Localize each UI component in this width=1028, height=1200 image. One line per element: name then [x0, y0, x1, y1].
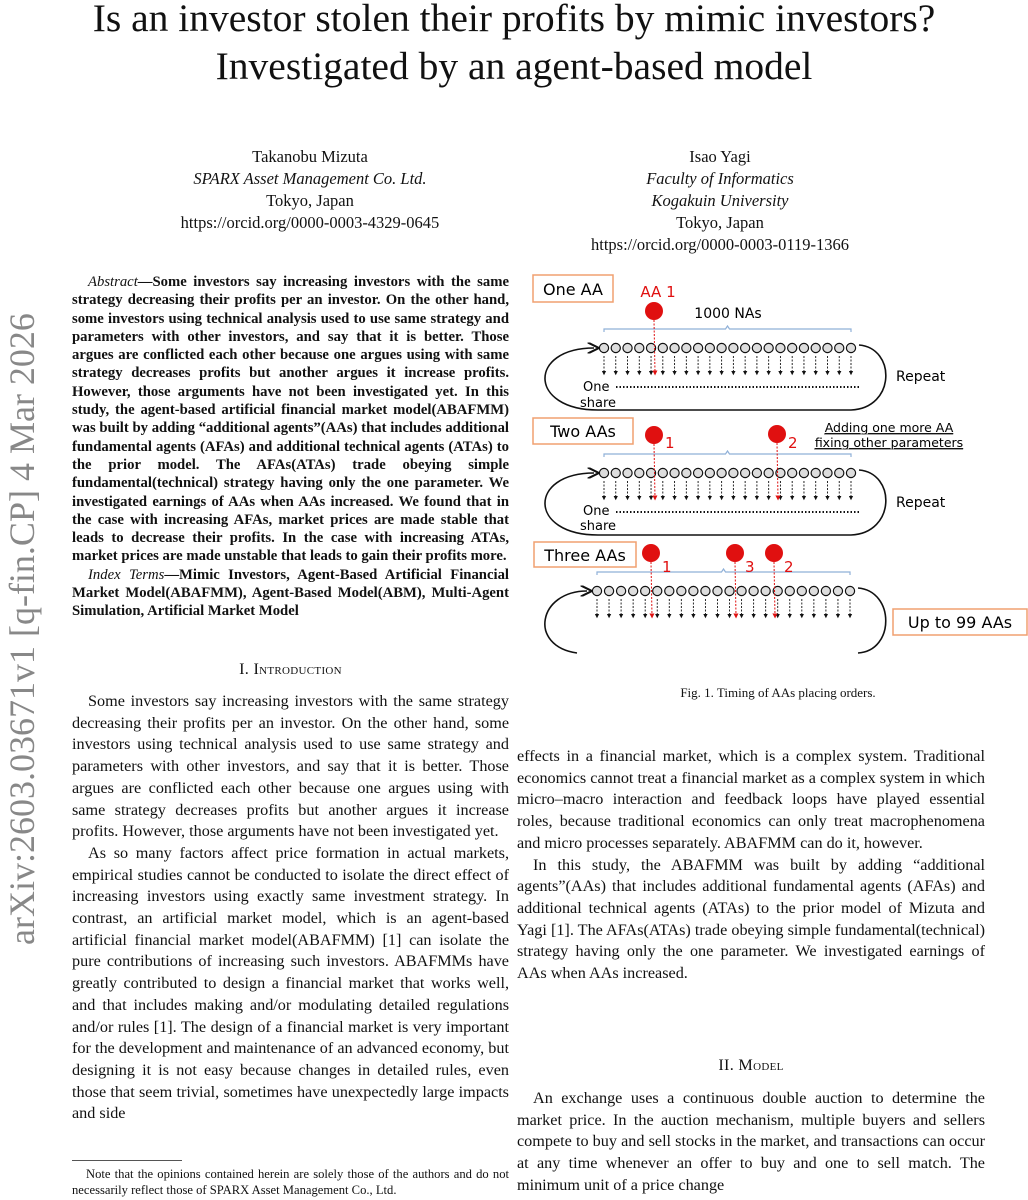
na-agent-circle — [809, 586, 818, 595]
author-location: Tokyo, Japan — [676, 213, 764, 232]
na-agent-circle — [665, 586, 674, 595]
label-repeat-2: Repeat — [896, 495, 946, 511]
label-two-aas: Two AAs — [550, 422, 616, 441]
na-agent-circle — [752, 468, 761, 477]
author-name: Takanobu Mizuta — [252, 147, 368, 166]
author-affiliation-2: Kogakuin University — [651, 191, 789, 210]
aa-order-arrow — [651, 562, 652, 616]
na-agent-circle — [616, 586, 625, 595]
brace — [604, 451, 851, 457]
label-n2-3: 2 — [784, 558, 794, 576]
na-agent-circle — [682, 343, 691, 352]
section-heading-model: II. Model — [718, 1056, 784, 1074]
paper-title: Is an investor stolen their profits by mimic investors? Investigated by an agent-based model — [92, 0, 936, 88]
na-agent-circle — [823, 343, 832, 352]
na-agent-circle — [749, 586, 758, 595]
na-agent-circle — [604, 586, 613, 595]
na-agent-circle — [705, 343, 714, 352]
na-agent-circle — [776, 343, 785, 352]
na-agent-circle — [741, 343, 750, 352]
na-agent-circle — [705, 468, 714, 477]
na-agent-circle — [725, 586, 734, 595]
na-agent-circle — [713, 586, 722, 595]
na-agent-circle — [635, 343, 644, 352]
na-agent-circle — [741, 468, 750, 477]
abstract-text: —Some investors say increasing investors with the same strategy decreasing their profits per an investor. On the other hand, some investors using technical analysis used to use same strategy and parameters with other investors, and say that it is better. Those argues are conflicted each other because one argues using with same strategy decreases profits but another argues it increase profits. However, those arguments have not been investigated yet. In this study, the agent-based artificial financial market model(ABAFMM) was built by adding “additional agents”(AAs) that includes additional fundamental agents (AFAs) and additional technical agents (ATAs) to the prior model. The AFAs(ATAs) trade obeying simple fundamental(technical) strategy having only the one parameter. We investigated earnings of AAs when AAs increased. We found that in the case with increasing AFAs, market prices are made stable that leads to decrease their profits. In the case with increasing ATAs, market prices are made unstable that leads to gain their profits more. — [72, 274, 509, 565]
na-agent-circle — [717, 343, 726, 352]
na-agent-circle — [799, 468, 808, 477]
figure-1 — [528, 270, 1028, 680]
author-name: Isao Yagi — [689, 147, 751, 166]
label-adding-1: Adding one more AA — [824, 420, 954, 435]
author-location: Tokyo, Japan — [266, 191, 354, 210]
na-agent-circle — [799, 343, 808, 352]
label-adding-2: fixing other parameters — [814, 435, 964, 450]
label-share-2: share — [580, 519, 617, 534]
author-block-1 — [160, 146, 460, 234]
figure-caption: Fig. 1. Timing of AAs placing orders. — [680, 685, 876, 700]
na-agent-circle — [764, 343, 773, 352]
na-agent-circle — [788, 468, 797, 477]
label-n3-3: 3 — [745, 558, 755, 576]
paragraph: An exchange uses a continuous double auction to determine the market price. In the auction mechanism, multiple buyers and sellers compete to buy and sell stocks in the market, and transactions can occur at any time whenever an offer to buy and one to sell match. The minimum unit of a price change — [517, 1089, 985, 1194]
section-heading-introduction: I. Introduction — [239, 660, 342, 678]
na-agent-circle — [701, 586, 710, 595]
na-agent-circle — [629, 586, 638, 595]
na-agent-circle — [761, 586, 770, 595]
na-agent-circle — [785, 586, 794, 595]
paragraph: Some investors say increasing investors with the same strategy decreasing their profits per an investor. On the other hand, some investors using technical analysis used to use same strategy and parameters with other investors, and say that it is better. Those argues are conflicted each other because one argues using with same strategy decreases profits but another argues it increase profits. However, those arguments have not been investigated yet. — [72, 692, 509, 841]
na-agent-circle — [599, 468, 608, 477]
na-agent-circle — [845, 586, 854, 595]
paragraph: In this study, the ABAFMM was built by adding “additional agents”(AAs) that includes additional fundamental agents (AFAs) and additional technical agents (ATAs) to the prior model of Mizuta and Yagi [1]. The AFAs(ATAs) trade obeying simple fundamental(technical) strategy having only the one parameter. We investigated earnings of AAs when AAs increased. — [517, 855, 985, 983]
na-agent-circle — [788, 343, 797, 352]
author-orcid[interactable]: https://orcid.org/0000-0003-4329-0645 — [180, 213, 440, 232]
na-agent-circle — [689, 586, 698, 595]
label-aa1: AA 1 — [640, 283, 676, 301]
na-agent-circle — [693, 468, 702, 477]
abstract — [72, 273, 509, 621]
na-agent-circle — [635, 468, 644, 477]
author-affiliation: SPARX Asset Management Co. Ltd. — [193, 169, 427, 188]
brace — [604, 326, 851, 332]
na-agent-circle — [611, 468, 620, 477]
paragraph-continuation: effects in a financial market, which is a complex system. Traditional economics cannot treat a financial market as a complex system in which micro–macro interaction and feedback loops have played essential roles, because traditional economics can only treat macrophenomena and micro processes separately. ABAFMM can do it, however. — [517, 747, 985, 852]
index-terms-text: —Mimic Investors, Agent-Based Artificial Financial Market Model(ABAFMM), Agent-Based Model(ABM), Multi-Agent Simulation, Artificial Market Model — [72, 566, 509, 620]
na-agent-circle — [670, 343, 679, 352]
na-agent-circle — [764, 468, 773, 477]
na-agent-circle — [821, 586, 830, 595]
model-body — [517, 1088, 985, 1197]
na-agent-circle — [717, 468, 726, 477]
na-agent-circle — [833, 586, 842, 595]
author-block-2 — [570, 146, 870, 256]
paragraph: As so many factors affect price formation in actual markets, empirical studies cannot be conducted to isolate the direct effect of increasing investors using exactly same investment strategy. In contrast, an artificial market model, which is an agent-based artificial financial market model(ABAFMM) [1] can isolate the pure contributions of increasing such investors. ABAFMMs have greatly contributed to design a financial market that works well, and that includes making and/or modulating detailed regulations and/or rules [1]. The design of a financial market is very important for the development and maintenance of an advanced economy, but designing it is not easy because changes in detailed rules, even those that seem trivial, sometimes have unexpectedly large impacts and side — [72, 843, 509, 1123]
na-agent-circle — [823, 468, 832, 477]
aa-order-arrow — [735, 562, 736, 616]
footnote-text: Note that the opinions contained herein are solely those of the authors and do not necessarily reflect those of SPARX Asset Management Co., Ltd. — [72, 1167, 509, 1197]
label-one-2: One — [583, 504, 610, 519]
na-agent-circle — [658, 468, 667, 477]
na-agent-circle — [653, 586, 662, 595]
aa-agent-circle — [765, 544, 783, 562]
na-agent-circle — [811, 343, 820, 352]
arxiv-side-label: arXiv:2603.03671v1 [q-fin.CP] 4 Mar 2026 — [2, 313, 42, 945]
na-agent-circle — [623, 468, 632, 477]
footnote-rule — [72, 1160, 182, 1161]
na-agent-circle — [658, 343, 667, 352]
na-agent-circle — [811, 468, 820, 477]
na-agent-circle — [729, 343, 738, 352]
label-repeat: Repeat — [896, 369, 946, 385]
footnote — [72, 1166, 509, 1198]
aa-agent-circle — [768, 425, 786, 443]
aa-agent-circle — [642, 544, 660, 562]
label-one: One — [583, 380, 610, 395]
na-agent-circle — [670, 468, 679, 477]
label-share: share — [580, 396, 617, 411]
na-agent-circle — [752, 343, 761, 352]
aa-agent-circle — [645, 426, 663, 444]
aa-agent-circle — [645, 302, 663, 320]
introduction-body — [72, 691, 509, 1125]
na-agent-circle — [623, 343, 632, 352]
na-agent-circle — [693, 343, 702, 352]
na-agent-circle — [846, 468, 855, 477]
abstract-label: Abstract — [88, 274, 138, 290]
na-agent-circle — [682, 468, 691, 477]
na-agent-circle — [835, 468, 844, 477]
index-terms-label: Index Terms — [88, 566, 165, 583]
label-one-aa: One AA — [543, 280, 603, 299]
na-agent-circle — [599, 343, 608, 352]
label-three-aas: Three AAs — [544, 546, 626, 565]
right-column-body — [517, 746, 985, 985]
label-1000-nas: 1000 NAs — [694, 306, 762, 322]
label-n1-3: 1 — [662, 558, 672, 576]
author-affiliation: Faculty of Informatics — [646, 169, 794, 188]
na-agent-circle — [641, 586, 650, 595]
loop-arrow-left — [545, 591, 587, 653]
na-agent-circle — [611, 343, 620, 352]
na-agent-circle — [835, 343, 844, 352]
label-up-to-99: Up to 99 AAs — [907, 613, 1013, 632]
label-n1: 1 — [665, 434, 675, 452]
na-agent-circle — [677, 586, 686, 595]
na-agent-circle — [729, 468, 738, 477]
na-agent-circle — [592, 586, 601, 595]
brace — [597, 569, 850, 575]
na-agent-circle — [797, 586, 806, 595]
label-n2: 2 — [788, 434, 798, 452]
loop-arrow-right — [858, 588, 886, 653]
na-agent-circle — [846, 343, 855, 352]
na-agent-circle — [737, 586, 746, 595]
author-orcid[interactable]: https://orcid.org/0000-0003-0119-1366 — [590, 235, 850, 254]
aa-agent-circle — [726, 544, 744, 562]
